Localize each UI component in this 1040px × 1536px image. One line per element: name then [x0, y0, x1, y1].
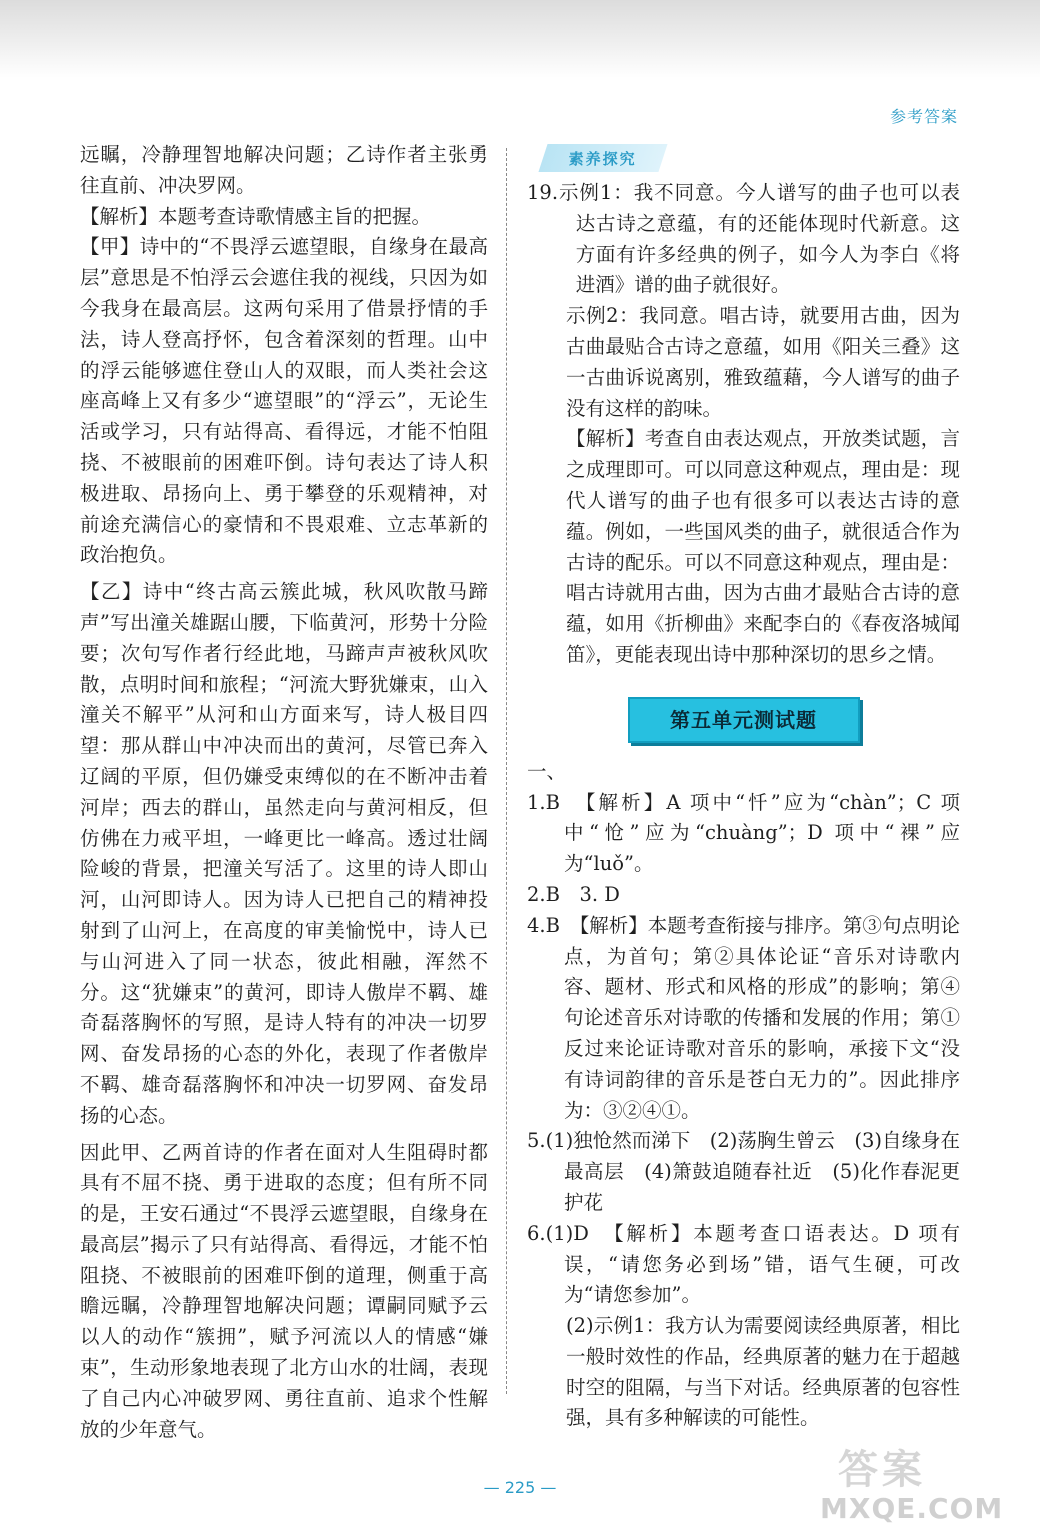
answer-number: 6.	[527, 1221, 546, 1245]
left-column	[80, 140, 488, 1445]
header-tag: 参考答案	[889, 107, 958, 126]
answer-number: 5.	[527, 1129, 546, 1153]
left-para-3: 【甲】诗中的“不畏浮云遮望眼，自缘身在最高层”意思是不怕浮云会遮住我的视线，只因为如今我身在最高层。这两句采用了借景抒情的手法，诗人登高抒怀，包含着深刻的哲理。山中的浮云能够遮住登山人的双眼，而人类社会这座高峰上又有多少“遮望眼”的“浮云”，无论生活或学习，只有站得高、看得远，才能不怕阻挠、不被眼前的困难吓倒。诗句表达了诗人积极进取、昂扬向上、勇于攀登的乐观精神，对前途充满信心的豪情和不畏艰难、立志革新的政治抱负。	[80, 235, 488, 567]
right-column	[527, 140, 960, 1434]
left-para-1: 远瞩，冷静理智地解决问题；乙诗作者主张勇往直前、冲决罗网。	[80, 143, 488, 197]
answer-item-6-part-2: (2)示例1：我方认为需要阅读经典原著，相比一般时效性的作品，经典原著的魅力在于超越时空的阻隔，与当下对话。经典原著的包容性强，具有多种解读的可能性。	[566, 1314, 960, 1430]
answer-number: 1.	[527, 790, 546, 814]
answer-text: B 【解析】本题考查衔接与排序。第③句点明论点，为首句；第②具体论证“音乐对诗歌内容、题材、形式和风格的形成”的影响；第④句论述音乐对诗歌的传播和发展的作用；第①反过来论证诗歌对音乐的影响，承接下文“没有诗词韵律的音乐是苍白无力的”。因此排序为：③②④①。	[545, 913, 960, 1122]
watermark-logo: 答案	[838, 1447, 926, 1493]
section-title: 第五单元测试题	[628, 697, 860, 743]
section-badge	[538, 144, 667, 172]
answer-text: (1)D 【解析】本题考查口语表达。D 项有误，“请您务必到场”错，语气生硬，可改为“请您参加”。	[545, 1221, 960, 1307]
left-para-5: 因此甲、乙两首诗的作者在面对人生阻碍时都具有不屈不挠、勇于进取的态度；但有所不同的是，王安石通过“不畏浮云遮望眼，自缘身在最高层”揭示了只有站得高、看得远，才能不怕阻挠、不被眼前的困难吓倒的道理，侧重于高瞻远瞩，冷静理智地解决问题；谭嗣同赋予云以人的动作“簇拥”，赋予河流以人的情感“嫌束”，生动形象地表现了北方山水的壮阔，表现了自己内心冲破罗网、勇往直前、追求个性解放的少年意气。	[80, 1140, 488, 1441]
q19-analysis: 【解析】考查自由表达观点，开放类试题，言之成理即可。可以同意这种观点，理由是：现代人谱写的曲子也有很多可以表达古诗的意蕴。例如，一些国风类的曲子，就很适合作为古诗的配乐。可以不同意这种观点，理由是：唱古诗就用古曲，因为古曲才最贴合古诗的意蕴，如用《折柳曲》来配李白的《春夜洛城闻笛》，更能表现出诗中那种深切的思乡之情。	[566, 427, 960, 666]
section-badge-label: 素养探究	[568, 150, 637, 168]
top-banner	[0, 0, 1040, 78]
q19-example-1-text: 示例1：我不同意。今人谱写的曲子也可以表达古诗之意蕴，有的还能体现时代新意。这方面有许多经典的例子，如今人为李白《将进酒》谱的曲子就很好。	[558, 181, 960, 297]
q19-example-2: 示例2：我同意。唱古诗，就要用古曲，因为古曲最贴合古诗之意蕴，如用《阳关三叠》这一古曲诉说离别，雅致蕴藉，今人谱写的曲子没有这样的韵味。	[566, 304, 960, 420]
answer-number: 2.	[527, 882, 546, 906]
part-label: 一、	[527, 759, 567, 783]
q19-number: 19.	[527, 181, 559, 204]
left-para-2: 【解析】本题考查诗歌情感主旨的把握。	[80, 204, 432, 228]
page-number: — 225 —	[483, 1478, 557, 1497]
answer-text: (1)独怆然而涕下 (2)荡胸生曾云 (3)自缘身在最高层 (4)箫鼓追随春社近 (5)化作春泥更护花	[545, 1129, 960, 1214]
watermark-site: MXQE.COM	[820, 1492, 1004, 1525]
answer-item	[527, 911, 960, 1127]
answer-item	[527, 880, 960, 911]
answer-number: 4.	[527, 913, 546, 937]
answer-item	[527, 1126, 960, 1218]
watermark	[820, 1447, 1004, 1526]
answer-item	[527, 788, 960, 880]
answer-text: B 3. D	[545, 882, 620, 906]
column-divider	[506, 148, 507, 1394]
answer-text: B 【解析】A 项中“忏”应为“chàn”；C 项中“怆”应为“chuàng”；D 项中“裸”应为“luǒ”。	[545, 790, 960, 876]
answer-item	[527, 1219, 960, 1311]
q19-example-1	[527, 178, 960, 301]
left-para-4: 【乙】诗中“终古高云簇此城，秋风吹散马蹄声”写出潼关雄踞山腰，下临黄河，形势十分险要；次句写作者行经此地，马蹄声声被秋风吹散，点明时间和旅程；“河流大野犹嫌束，山入潼关不解平”从河和山方面来写，诗人极目四望：那从群山中冲决而出的黄河，尽管已奔入辽阔的平原，但仍嫌受束缚似的在不断冲击着河岸；西去的群山，虽然走向与黄河相反，但仿佛在力戒平坦，一峰更比一峰高。透过壮阔险峻的背景，把潼关写活了。这里的诗人即山河，山河即诗人。因为诗人已把自己的精神投射到了山河上，在高度的审美愉悦中，诗人已与山河进入了同一状态，彼此相融，浑然不分。这“犹嫌束”的黄河，即诗人傲岸不羁、雄奇磊落胸怀的写照，是诗人特有的冲决一切罗网、奋发昂扬的心态的外化，表现了作者傲岸不羁、雄奇磊落胸怀和冲决一切罗网、奋发昂扬的心态。	[80, 580, 488, 1127]
